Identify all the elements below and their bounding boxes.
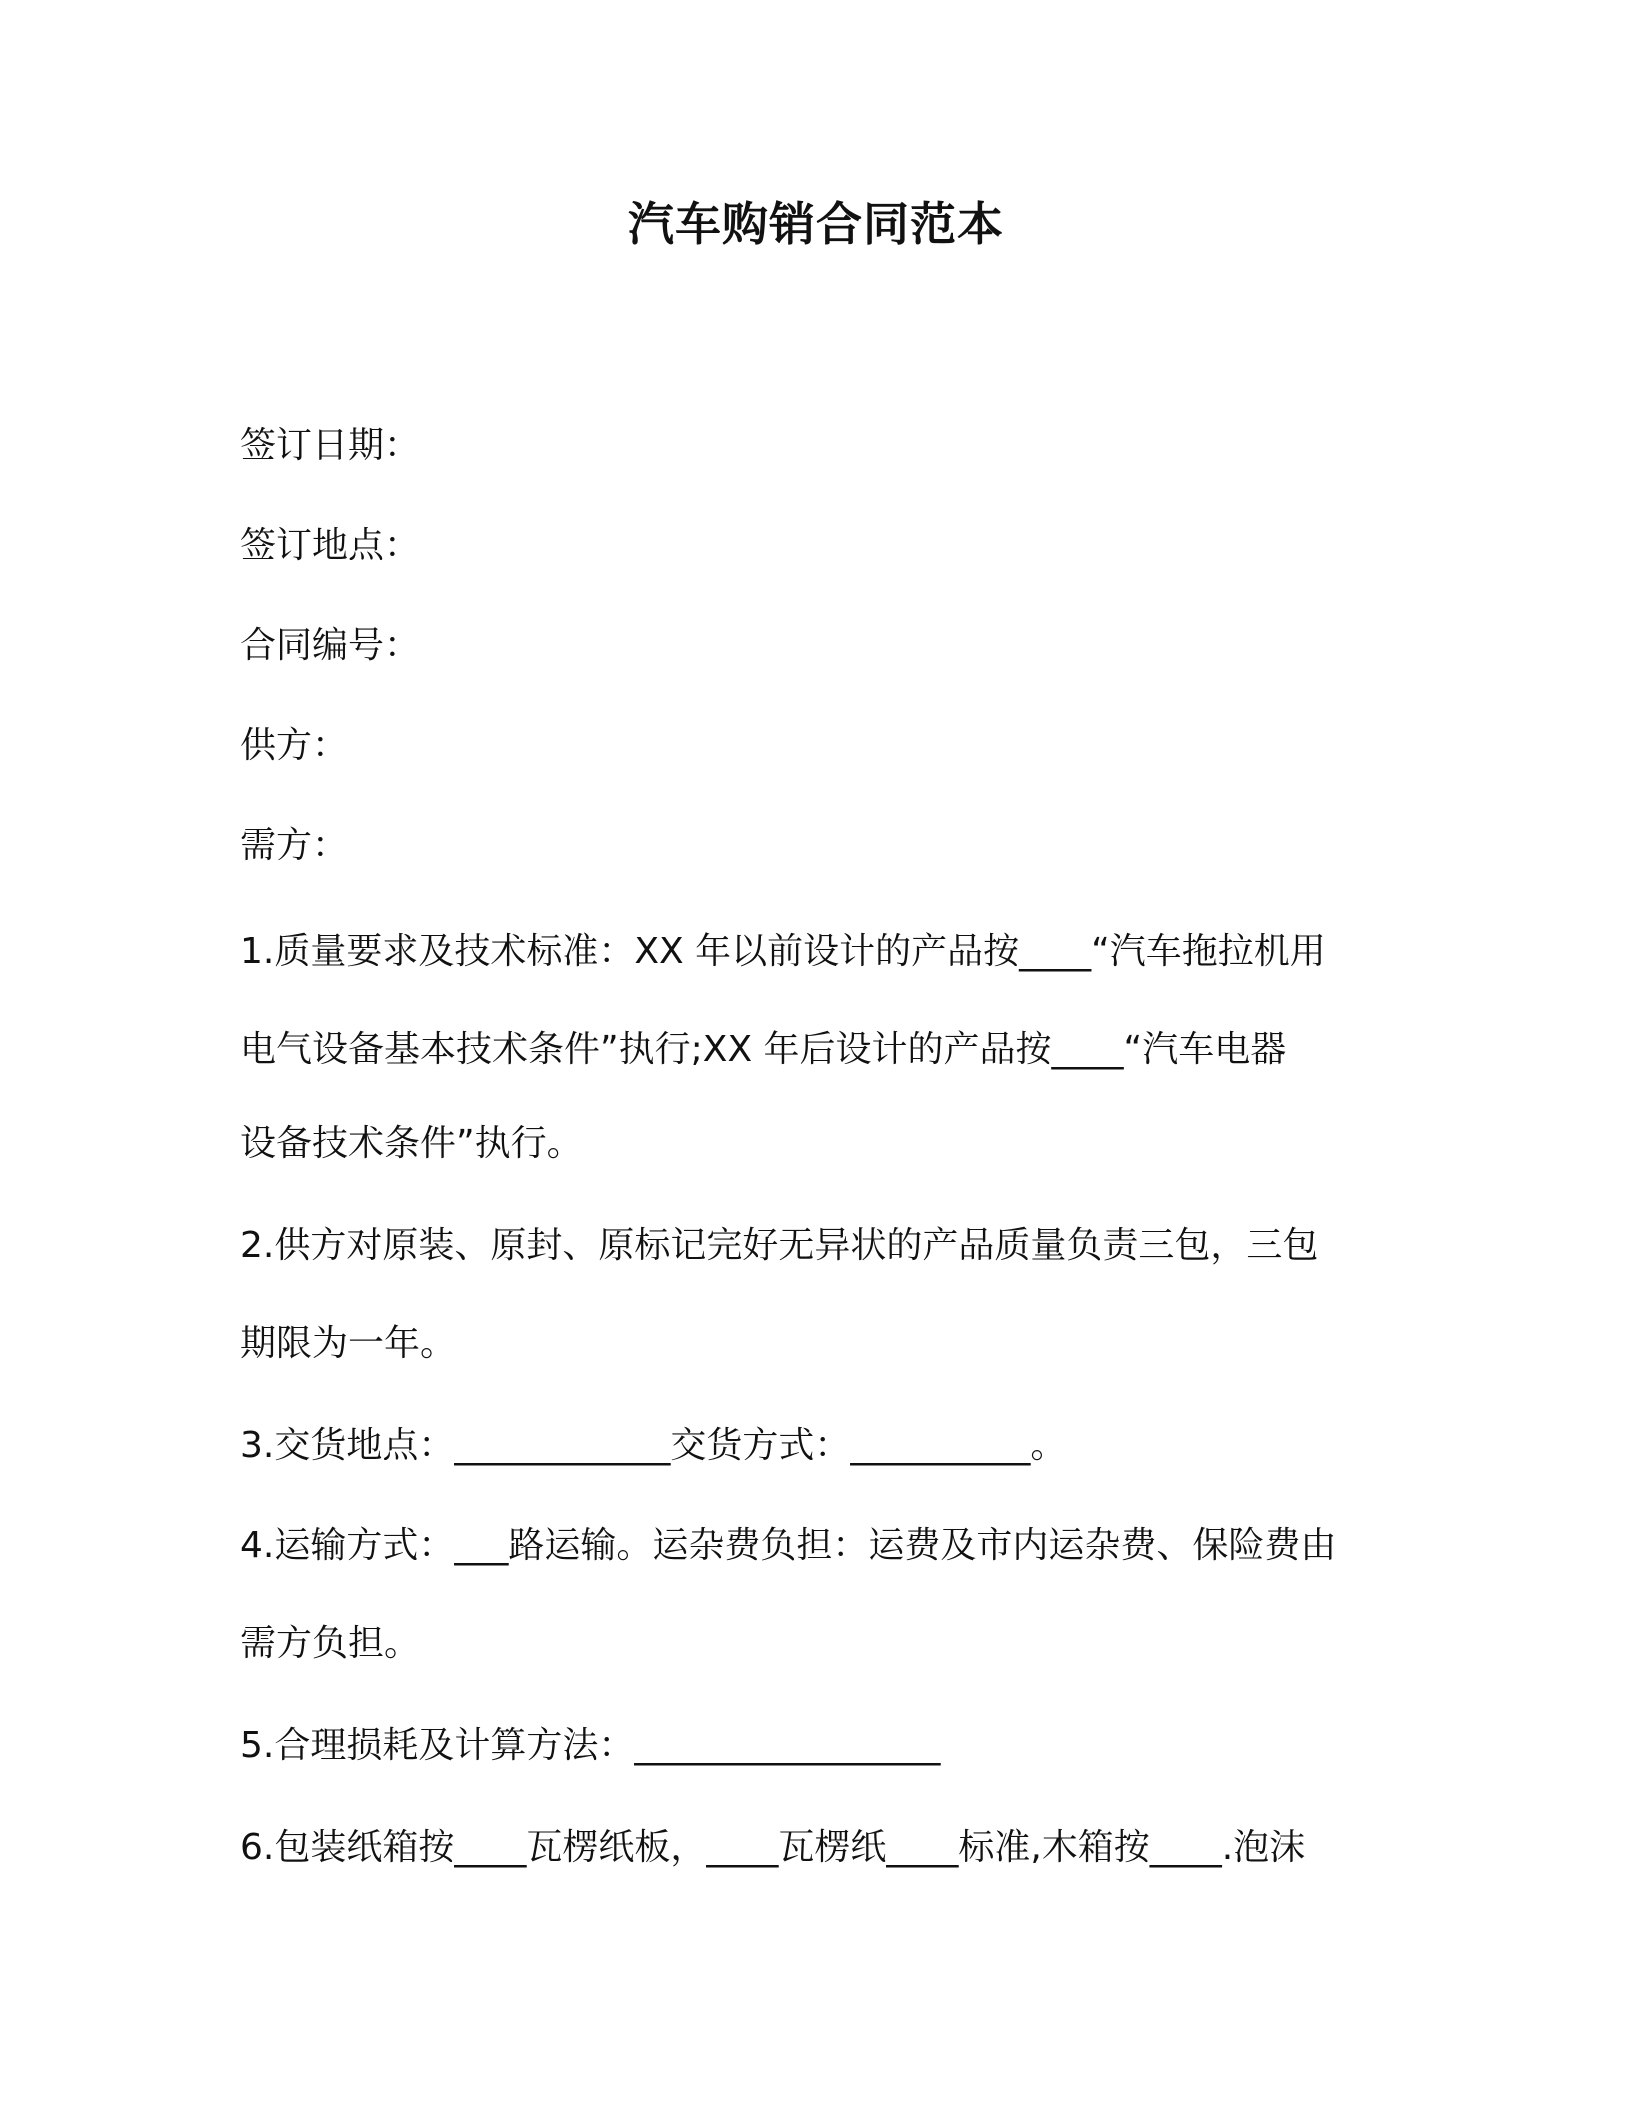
supplier-field: 供方： (240, 725, 349, 766)
clause-1-line-2: 电气设备基本技术条件”执行;XX 年后设计的产品按____“汽车电器 (240, 1029, 1287, 1070)
clause-3-line-1: 3.交货地点：____________交货方式：__________。 (240, 1425, 1067, 1466)
clause-4-line-1: 4.运输方式：___路运输。运杂费负担：运费及市内运杂费、保险费由 (240, 1525, 1337, 1566)
clause-2-line-2: 期限为一年。 (240, 1323, 457, 1364)
clause-2-line-1: 2.供方对原装、原封、原标记完好无异状的产品质量负责三包，三包 (240, 1225, 1319, 1266)
clause-1-line-3: 设备技术条件”执行。 (240, 1123, 583, 1164)
sign-date-field: 签订日期： (240, 425, 421, 466)
clause-1-line-1: 1.质量要求及技术标准：XX 年以前设计的产品按____“汽车拖拉机用 (240, 931, 1326, 972)
clause-5-line-1: 5.合理损耗及计算方法：_________________ (240, 1725, 941, 1766)
contract-number-field: 合同编号： (240, 625, 421, 666)
document-title: 汽车购销合同范本 (628, 197, 1004, 251)
buyer-field: 需方： (240, 825, 349, 866)
clause-6-line-1: 6.包装纸箱按____瓦楞纸板，____瓦楞纸____标准,木箱按____.泡沫 (240, 1827, 1306, 1868)
sign-place-field: 签订地点： (240, 525, 421, 566)
clause-4-line-2: 需方负担。 (240, 1623, 421, 1664)
